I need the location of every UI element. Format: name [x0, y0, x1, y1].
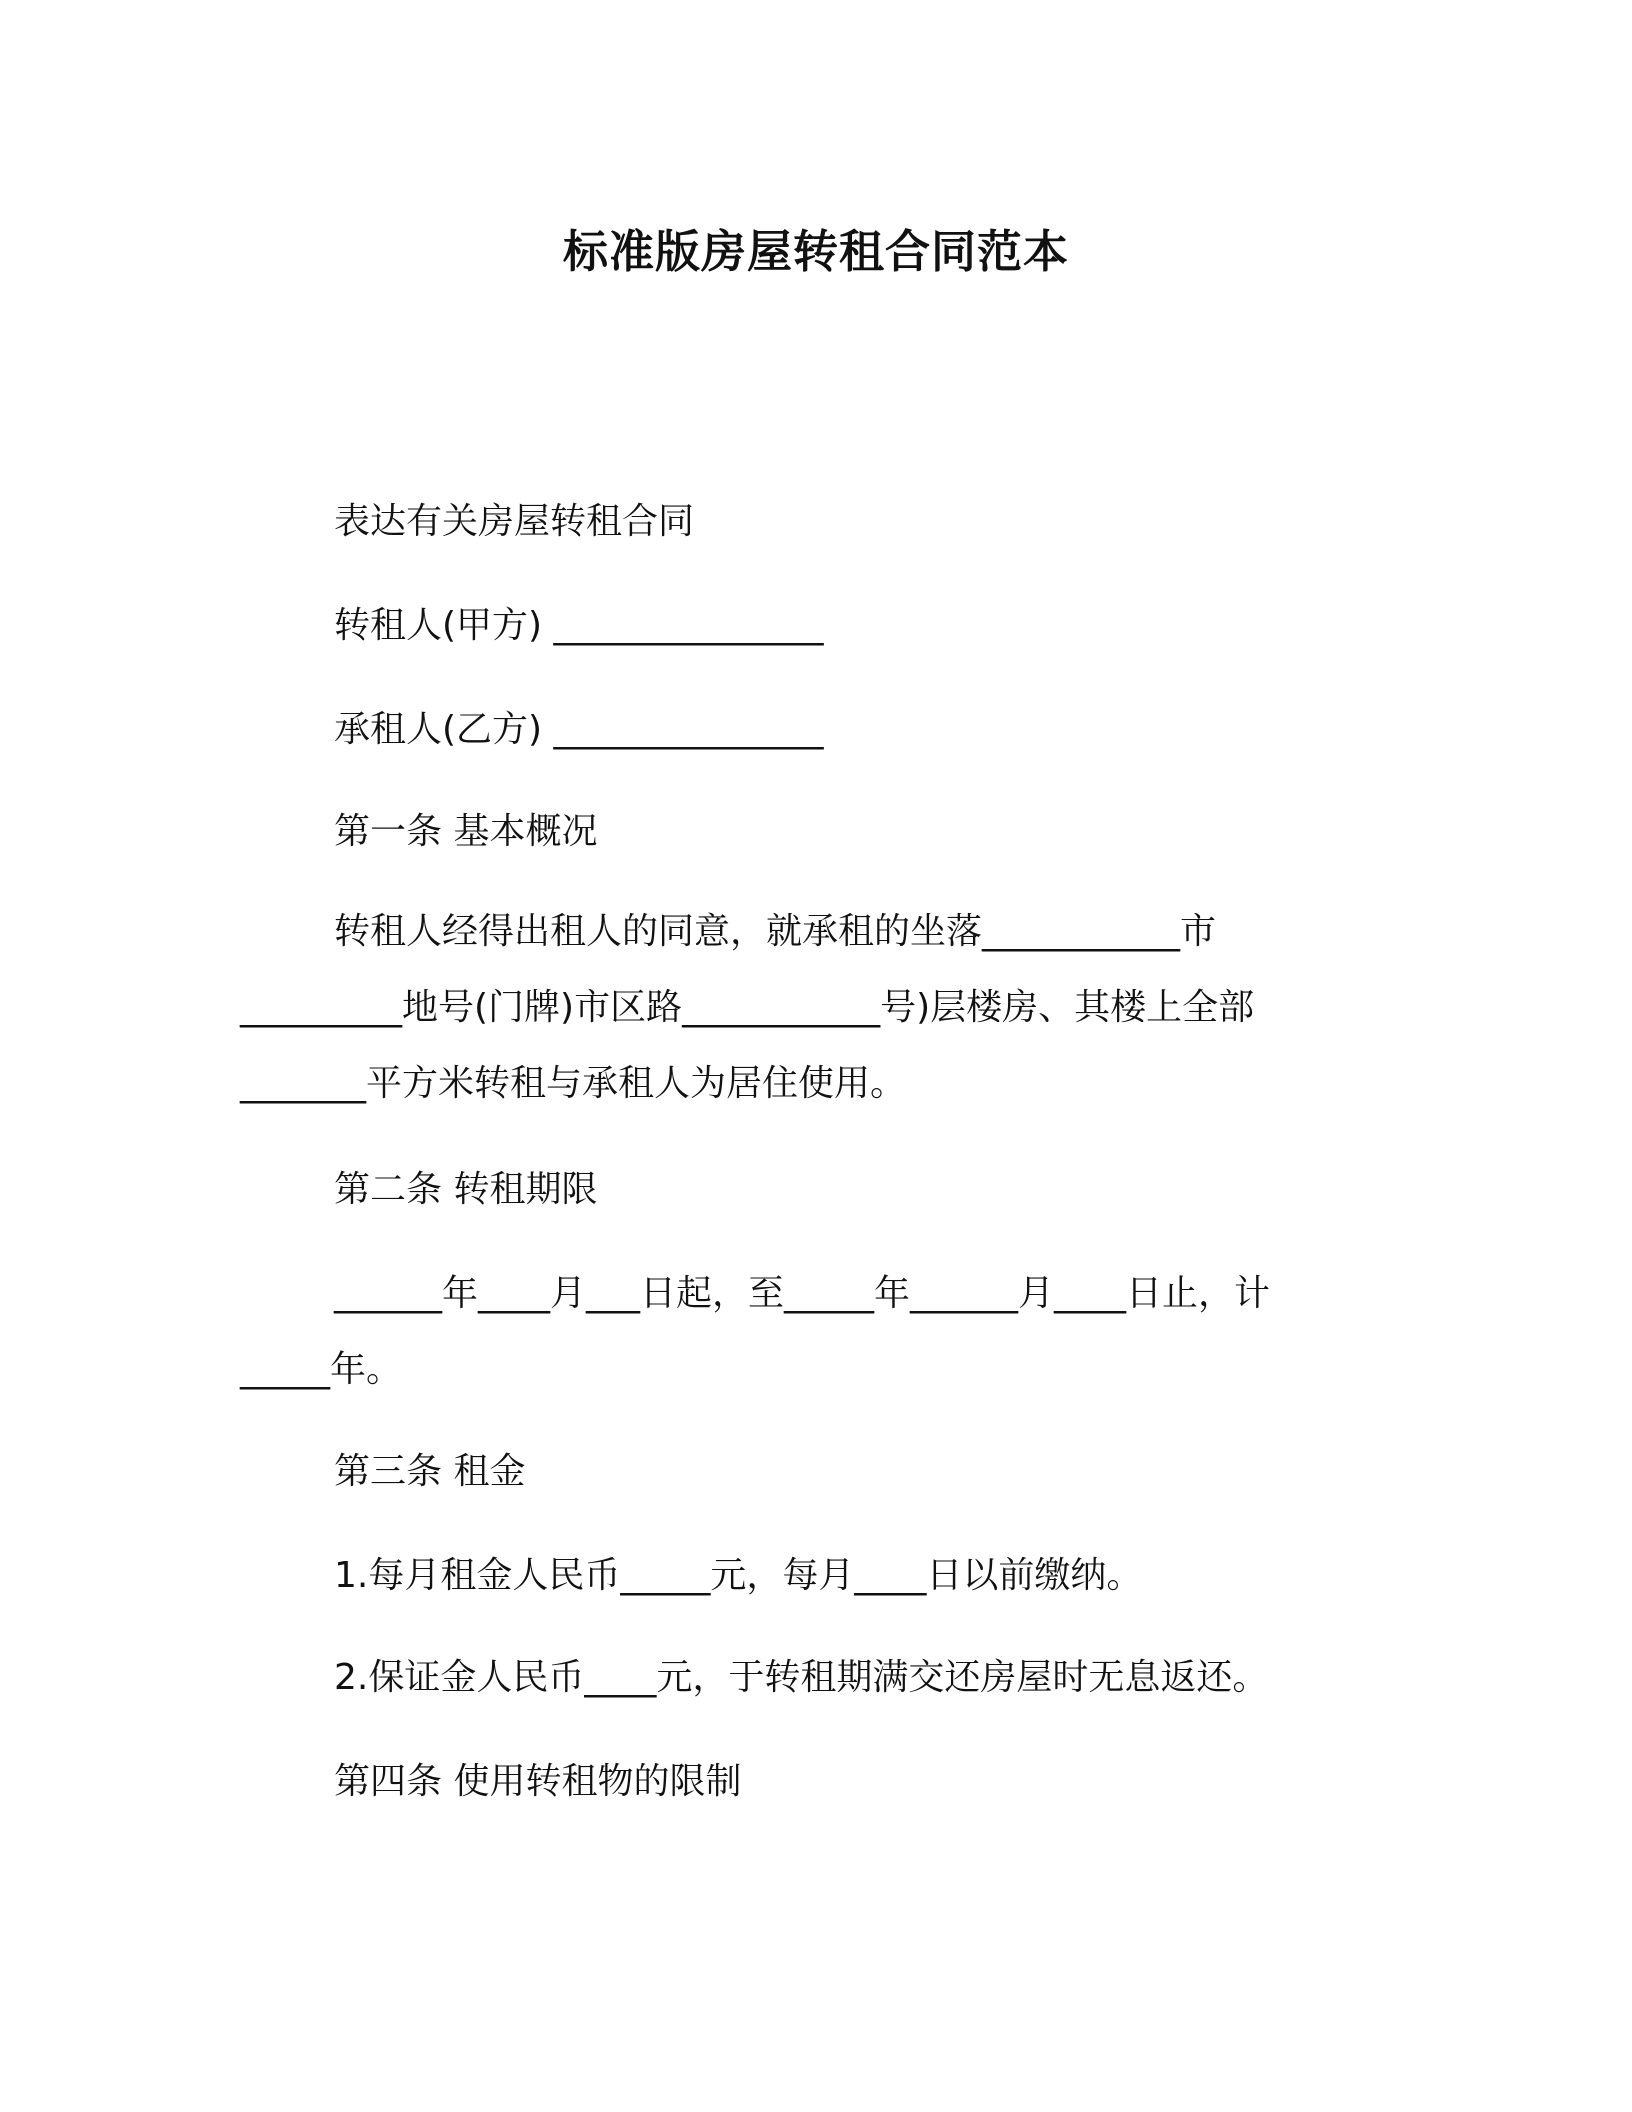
article3-item-1: 1.每月租金人民币_____元，每月____日以前缴纳。	[334, 1555, 1143, 1596]
party-a-line: 转租人(甲方) _______________	[334, 605, 824, 646]
article1-body	[240, 906, 1420, 1134]
article4-heading: 第四条 使用转租物的限制	[334, 1761, 742, 1802]
article1-line-3: _______平方米转租与承租人为居住使用。	[240, 1063, 907, 1104]
party-b-line: 承租人(乙方) _______________	[334, 709, 824, 750]
article2-line-1: ______年____月___日起，至_____年______月____日止，计	[334, 1273, 1271, 1314]
article2-body	[240, 1268, 1420, 1420]
article2-line-2: _____年。	[240, 1349, 403, 1390]
article3-heading: 第三条 租金	[334, 1451, 526, 1492]
article2-heading: 第二条 转租期限	[334, 1169, 598, 1210]
intro-text: 表达有关房屋转租合同	[334, 501, 695, 542]
article3-item-2: 2.保证金人民币____元，于转租期满交还房屋时无息返还。	[334, 1657, 1269, 1698]
document-title: 标准版房屋转租合同范本	[562, 225, 1069, 278]
article1-line-2: _________地号(门牌)市区路___________号)层楼房、其楼上全部	[240, 987, 1255, 1028]
article1-heading: 第一条 基本概况	[334, 811, 598, 852]
article1-line-1: 转租人经得出租人的同意，就承租的坐落___________市	[334, 911, 1217, 952]
